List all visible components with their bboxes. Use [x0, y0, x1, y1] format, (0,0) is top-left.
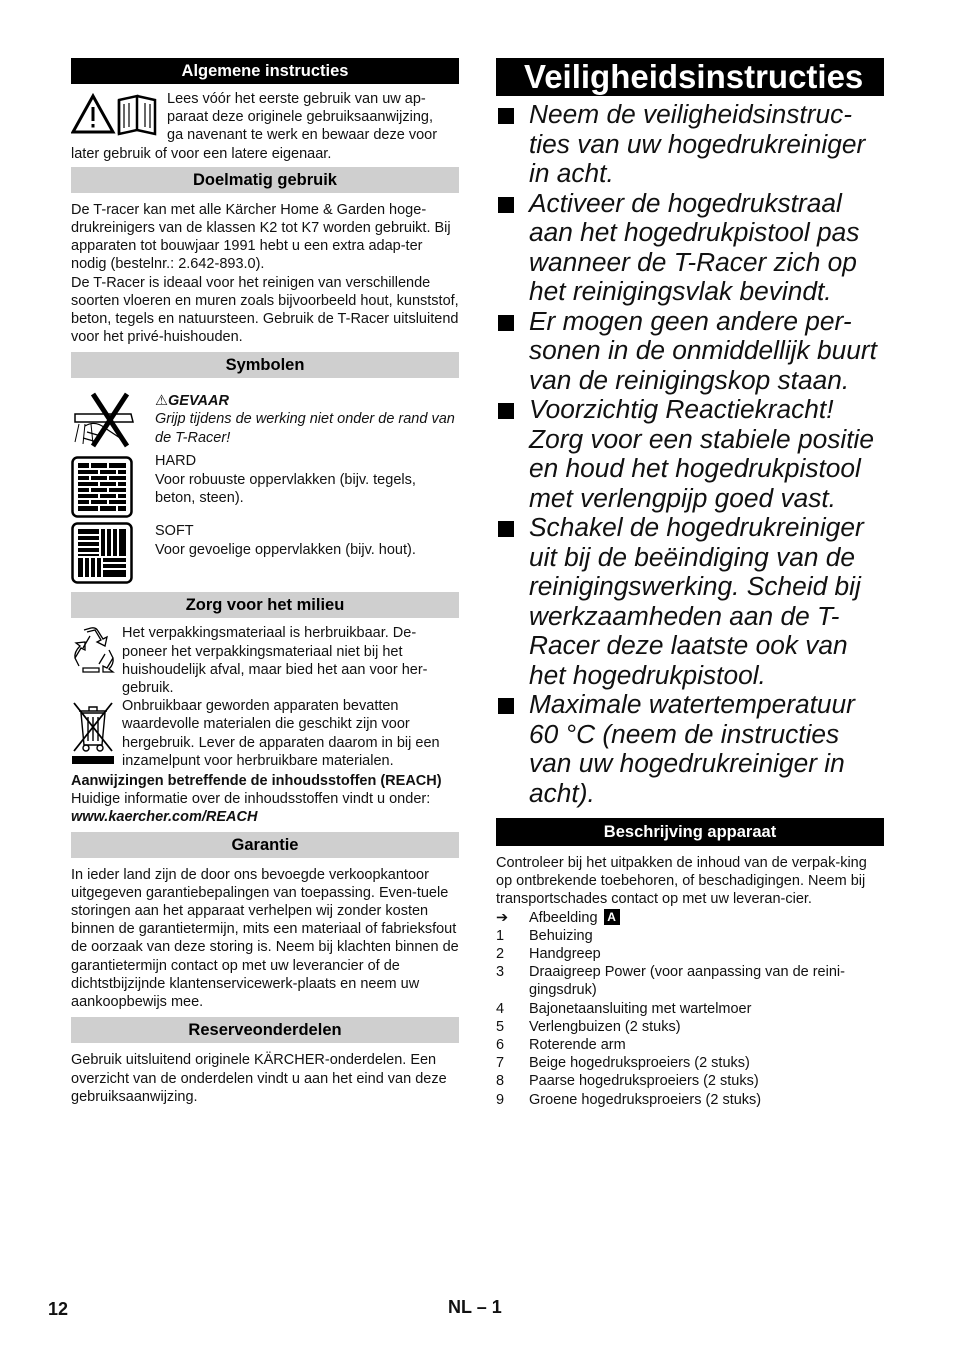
- list-item: 3 Draaigreep Power (voor aanpassing van de reini-gingsdruk): [496, 964, 845, 999]
- safety-item: Voorzichtig Reactiekracht! Zorg voor een stabiele positie en houd het hogedrukpistool met verlengpijp goed vast.: [496, 395, 884, 513]
- general-instructions: [71, 90, 459, 163]
- list-item: 6 Roterende arm: [496, 1037, 626, 1054]
- environment-recycle: [71, 624, 459, 697]
- list-item: 4 Bajonetaansluiting met wartelmoer: [496, 1000, 752, 1017]
- crossed-bin-icon: [71, 699, 115, 765]
- safety-item: Schakel de hogedrukreiniger uit bij de beëindiging van de reinigingswerking. Scheid bij werkzaamheden aan de T-Racer deze laatste ook van het hogedrukpistool.: [496, 513, 884, 690]
- section-heading-warranty: Garantie: [71, 832, 459, 858]
- description-intro: Controleer bij het uitpakken de inhoud van de verpak-king op ontbrekende toebehoren, of beschadigingen. Neem bij transportschades contact op met uw leveran-cier.: [496, 855, 867, 908]
- bullet-square-icon: [498, 403, 514, 419]
- hard-title: HARD: [155, 453, 197, 470]
- intended-use-paragraph-1: De T-racer kan met alle Kärcher Home & Garden hoge-drukreinigers van de klassen K2 tot K7 worden gebruikt. Bij apparaten tot bouwjaar 1991 hebt u een extra adap-ter nodig (bestelnr.: 2.642-893.0).: [71, 201, 451, 273]
- general-line-1: Lees vóór het eerste gebruik van uw ap-: [167, 91, 426, 107]
- warning-triangle-icon: ⚠: [155, 393, 168, 410]
- safety-list: [496, 100, 884, 808]
- section-heading-environment: Zorg voor het milieu: [71, 592, 459, 618]
- symbol-hard: [71, 452, 459, 518]
- section-heading-symbols: Symbolen: [71, 352, 459, 378]
- section-heading-spare-parts: Reserveonderdelen: [71, 1017, 459, 1043]
- page-number: 12: [48, 1299, 69, 1319]
- parts-list: [496, 909, 884, 1109]
- language-page-label: NL – 1: [448, 1297, 502, 1317]
- section-heading-description: Beschrijving apparaat: [496, 818, 884, 846]
- bullet-square-icon: [498, 108, 514, 124]
- environment-paragraph-1: Het verpakkingsmateriaal is herbruikbaar. De-poneer het verpakkingsmateriaal niet bij het huishoudelijk afval, maar bied het aan voor her-gebruik.: [122, 625, 428, 697]
- general-line-3: ga navenant te werk en bewaar deze voor: [167, 127, 438, 144]
- reach-link[interactable]: www.kaercher.com/REACH: [71, 809, 258, 826]
- safety-item: Maximale watertemperatuur 60 °C (neem de instructies van uw hogedrukreiniger in acht).: [496, 690, 884, 808]
- intended-use-paragraph-2: De T-Racer is ideaal voor het reinigen van verschillende soorten vloeren en muren zoals bijvoorbeeld hout, kunststof, beton, tegels en natuursteen. Gebruik de T-Racer uitsluitend voor het privé-huishouden.: [71, 274, 459, 346]
- safety-item: Activeer de hogedrukstraal aan het hogedrukpistool pas wanneer de T-Racer zich op het reinigingsvlak bevindt.: [496, 189, 884, 307]
- section-heading-intended-use: Doelmatig gebruik: [71, 167, 459, 193]
- symbol-danger: [71, 392, 459, 450]
- soft-surface-wood-icon: [71, 522, 133, 584]
- bullet-square-icon: [498, 197, 514, 213]
- warranty-text: In ieder land zijn de door ons bevoegde verkoopkantoor uitgegeven garantiebepalingen van toepassing. Even-tuele storingen aan het apparaat verhelpen wij zonder kosten binnen de garantietermijn, mits een materiaal of fabrieksfout de oorzaak van deze storing is. Neem bij klachten binnen de garantietermijn contact op met uw leverancier of de dichtstbijzijnde klantenservicewerk-plaats en neem uw aankoopbewijs mee.: [71, 866, 459, 1011]
- soft-text: Voor gevoelige oppervlakken (bijv. hout).: [155, 541, 416, 558]
- reach-text: Huidige informatie over de inhoudsstoffen vindt u onder:: [71, 791, 431, 808]
- arrow-right-icon: ➔: [496, 909, 509, 926]
- safety-heading: Veiligheidsinstructies: [496, 58, 884, 96]
- figure-reference: ➔ Afbeelding A: [496, 909, 884, 927]
- hard-text: Voor robuuste oppervlakken (bijv. tegels, beton, steen).: [155, 471, 416, 506]
- spare-parts-text: Gebruik uitsluitend originele KÄRCHER-onderdelen. Een overzicht van de onderdelen vindt u aan het eind van deze gebruiksaanwijzing.: [71, 1052, 447, 1105]
- general-line-2: paraat deze originele gebruiksaanwijzing,: [167, 109, 433, 126]
- symbol-soft: [71, 522, 459, 586]
- list-item: 9 Groene hogedruksproeiers (2 stuks): [496, 1091, 762, 1108]
- hand-under-edge-danger-icon: [71, 392, 143, 450]
- list-item: 8 Paarse hogedruksproeiers (2 stuks): [496, 1073, 759, 1090]
- bullet-square-icon: [498, 698, 514, 714]
- safety-item: Neem de veiligheidsinstruc-ties van uw hogedrukreiniger in acht.: [496, 100, 884, 189]
- section-heading-general: Algemene instructies: [71, 58, 459, 84]
- list-item: 5 Verlengbuizen (2 stuks): [496, 1018, 681, 1035]
- general-line-4: later gebruik of voor een latere eigenaar.: [71, 145, 332, 162]
- hard-surface-brick-icon: [71, 456, 133, 518]
- reach-title: Aanwijzingen betreffende de inhoudsstoffen (REACH): [71, 773, 442, 790]
- list-item: 1 Behuizing: [496, 927, 593, 944]
- safety-item: Er mogen geen andere per-sonen in de onmiddellijk buurt van de reinigingskop staan.: [496, 307, 884, 396]
- danger-text: Grijp tijdens de werking niet onder de rand van de T-Racer!: [155, 411, 455, 446]
- left-column: [71, 58, 459, 1106]
- warning-manual-icon: [71, 92, 163, 136]
- right-column: [496, 58, 884, 1109]
- list-item: 7 Beige hogedruksproeiers (2 stuks): [496, 1055, 750, 1072]
- danger-title: ⚠GEVAAR: [155, 393, 229, 410]
- environment-weee: [71, 697, 459, 770]
- environment-paragraph-2: Onbruikbaar geworden apparaten bevatten waardevolle materialen die geschikt zijn voor hergebruik. Lever de apparaten daarom in bij een inzamelpunt voor herbruikbare materialen.: [122, 698, 440, 769]
- recycle-icon: [71, 626, 117, 674]
- figure-letter-badge: A: [604, 909, 620, 925]
- list-item: 2 Handgreep: [496, 946, 601, 963]
- soft-title: SOFT: [155, 523, 194, 540]
- bullet-square-icon: [498, 521, 514, 537]
- bullet-square-icon: [498, 315, 514, 331]
